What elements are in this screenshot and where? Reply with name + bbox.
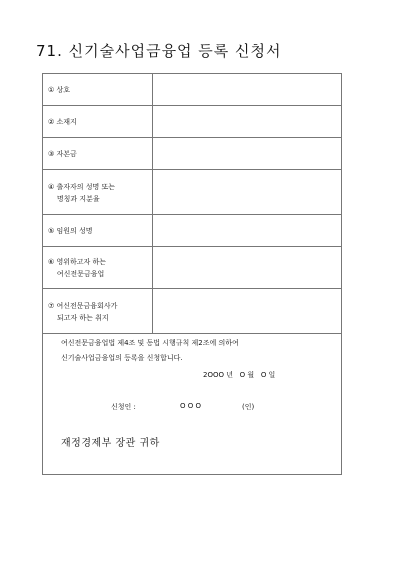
applicant-label: 신청인 : [111,403,136,411]
applicant-name: O O O [180,402,201,410]
label-purpose: ⑦ 여신전문금융회사가 되고자 하는 취지 [48,302,118,322]
statement-line-1: 여신전문금융업법 제4조 및 동법 시행규칙 제2조에 의하여 [61,339,239,347]
label-capital: ③ 자본금 [48,150,77,158]
form-title: 71. 신기술사업금융업 등록 신청서 [36,42,282,60]
label-investors: ④ 출자자의 성명 또는 명칭과 지분율 [48,183,116,203]
statement-line-2: 신기술사업금융업의 등록을 신청합니다. [61,354,183,362]
seal-mark: (인) [242,403,255,411]
addressee: 재정경제부 장관 귀하 [61,438,160,449]
label-trade-name: ① 상호 [48,86,71,94]
label-executives: ⑤ 임원의 성명 [48,227,93,235]
statement-date: 2OOO 년 O 월 O 일 [203,371,276,379]
label-address: ② 소재지 [48,118,77,126]
label-business-type: ⑥ 영위하고자 하는 여신전문금융업 [48,258,107,278]
